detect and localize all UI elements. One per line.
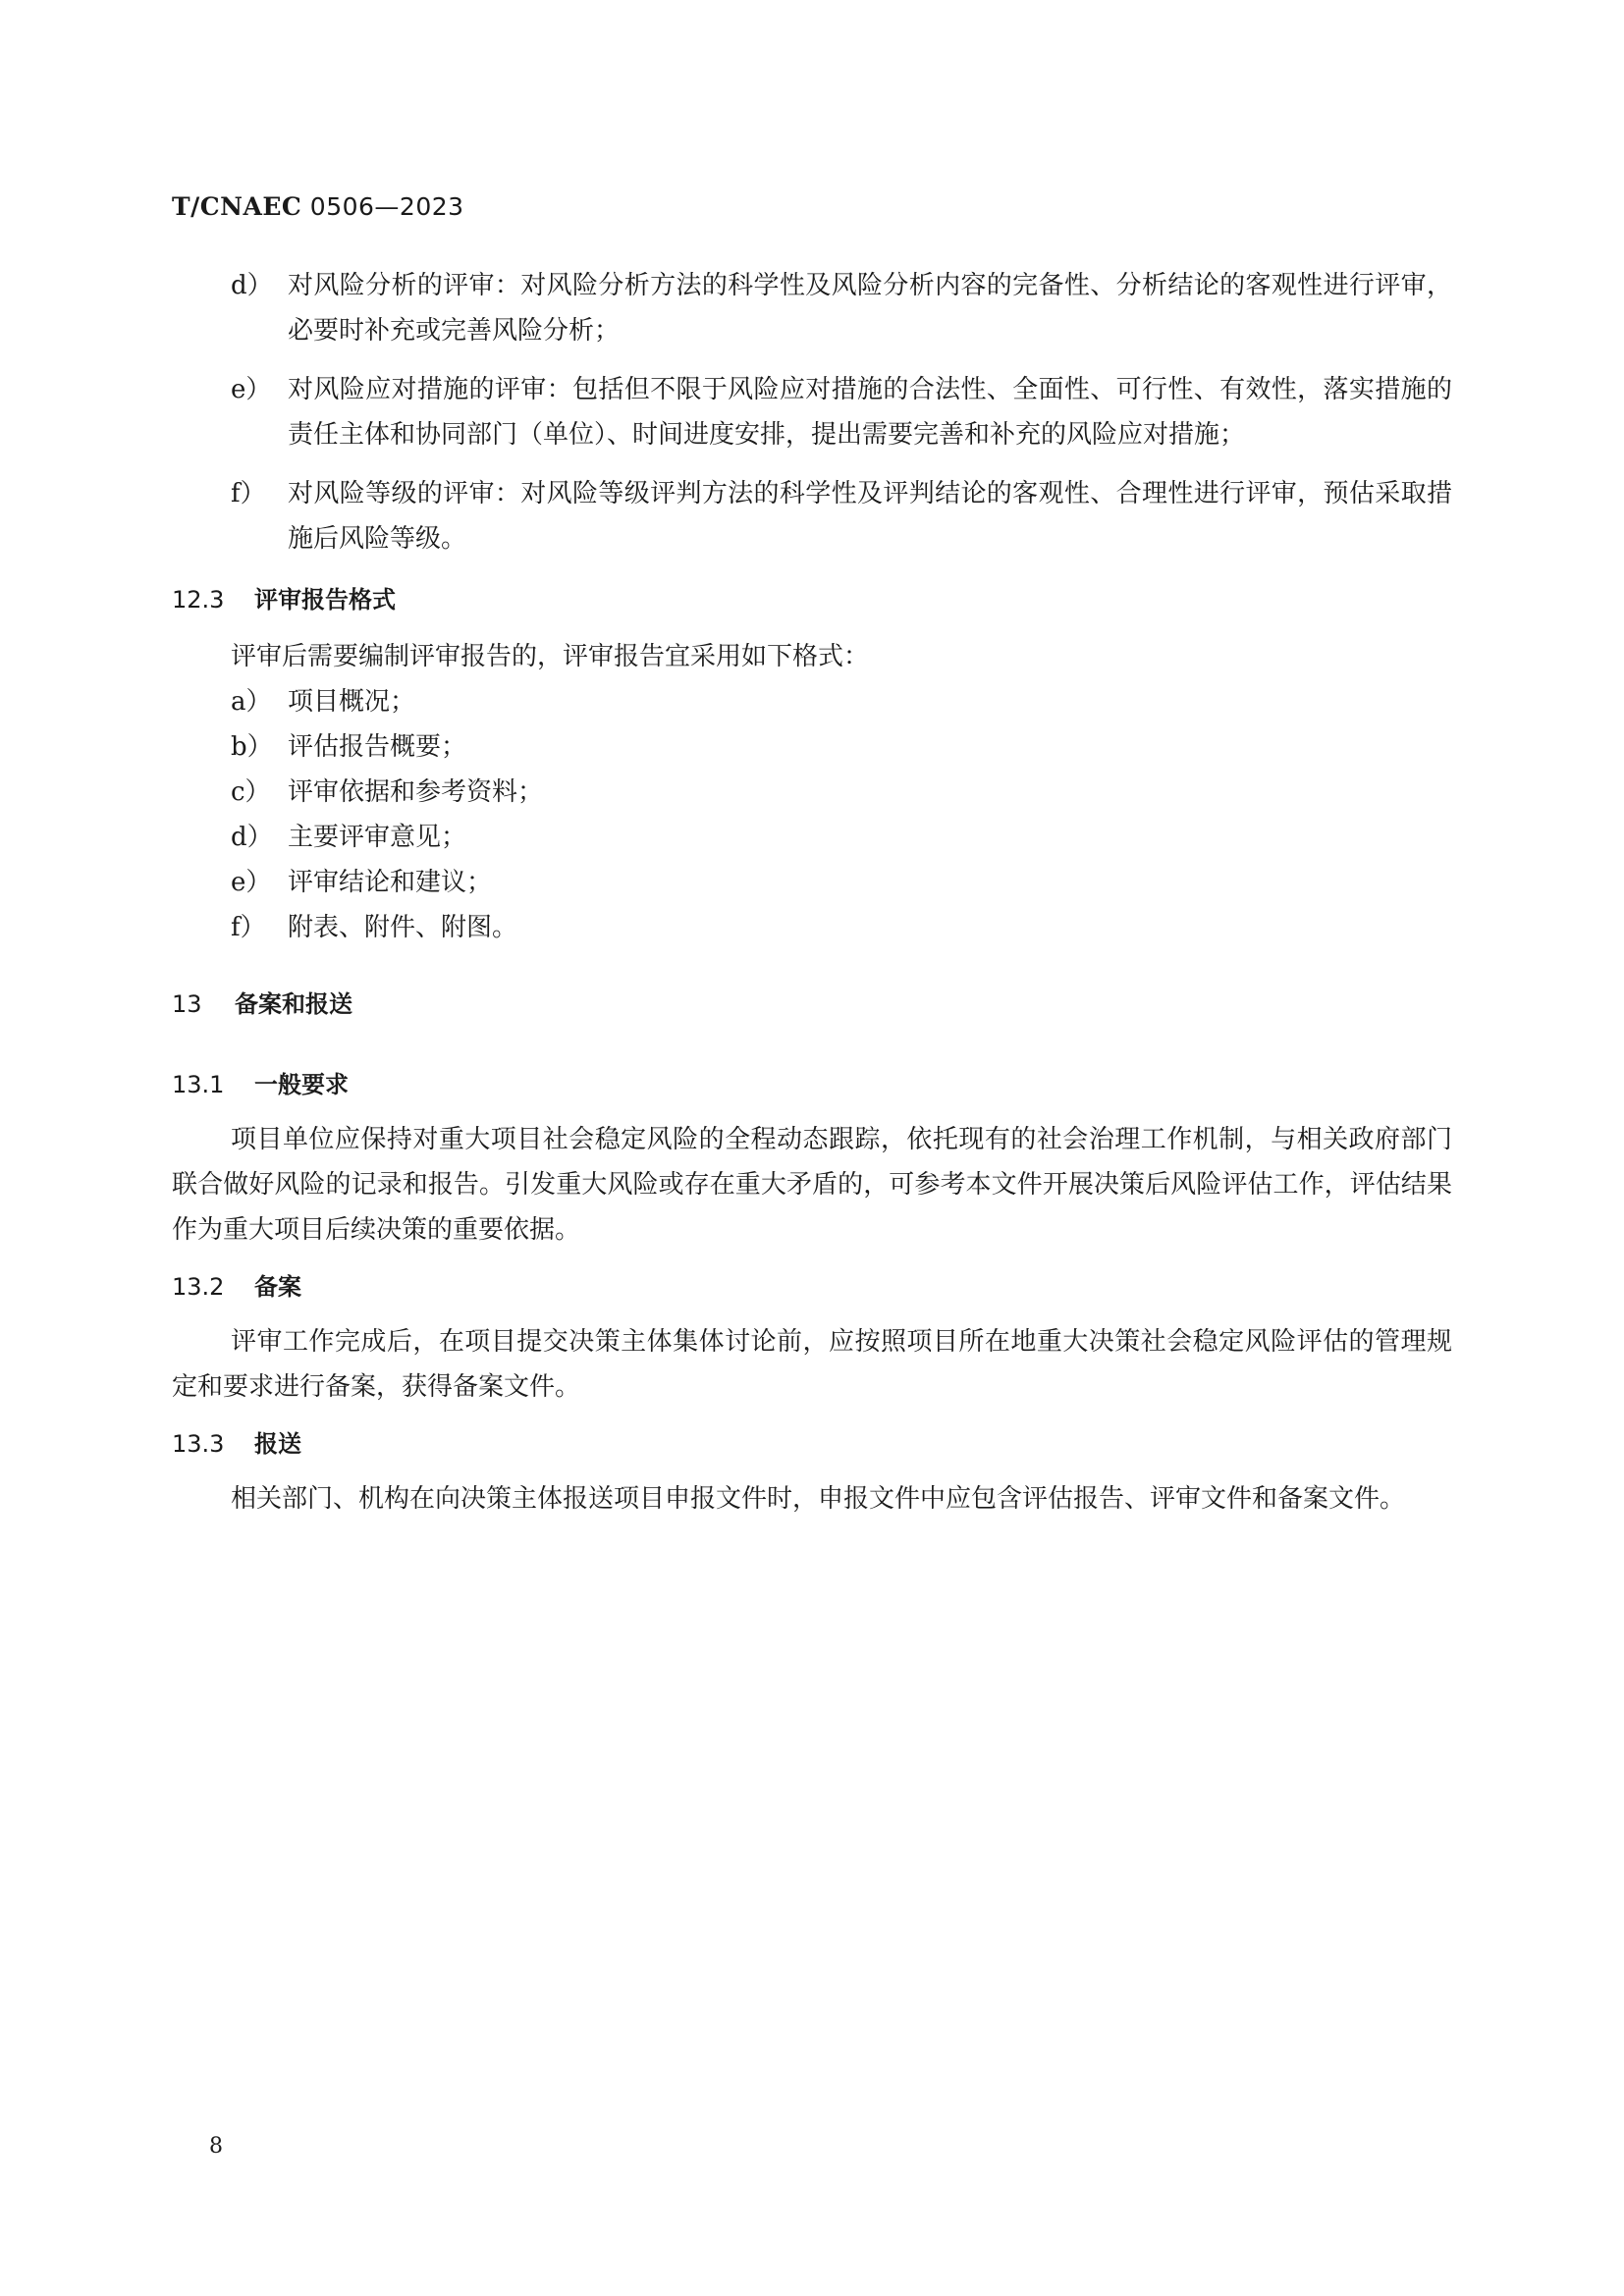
list-item: [172, 905, 1452, 950]
section-intro: 评审后需要编制评审报告的，评审报告宜采用如下格式：: [231, 642, 870, 671]
page-number: 8: [209, 2134, 223, 2159]
list-item: [172, 770, 1452, 815]
list-text: 对风险应对措施的评审：包括但不限于风险应对措施的合法性、全面性、可行性、有效性，落实措施的责任主体和协同部门（单位）、时间进度安排，提出需要完善和补充的风险应对措施；: [288, 375, 1452, 450]
standard-code: 0506—2023: [309, 192, 464, 221]
section-title: 备案: [254, 1273, 301, 1301]
list-marker: b）: [231, 732, 273, 762]
list-marker: f）: [231, 913, 266, 942]
list-text: 项目概况；: [288, 687, 416, 717]
list-marker: d）: [231, 271, 273, 300]
list-item: [172, 815, 1452, 860]
list-marker: e）: [231, 868, 272, 897]
document-identifier: [172, 192, 464, 221]
section-title: 报送: [254, 1430, 301, 1458]
section-title: 一般要求: [254, 1071, 349, 1098]
list-marker: e）: [231, 375, 272, 404]
list-text: 对风险分析的评审：对风险分析方法的科学性及风险分析内容的完备性、分析结论的客观性进行评审，必要时补充或完善风险分析；: [288, 271, 1452, 346]
list-item: [172, 679, 1452, 724]
section-heading-13-3: [172, 1427, 1452, 1461]
section-heading-12-3: [172, 583, 1452, 616]
section-number: 13.1: [172, 1071, 225, 1098]
list-text: 对风险等级的评审：对风险等级评判方法的科学性及评判结论的客观性、合理性进行评审，预估采取措施后风险等级。: [288, 479, 1452, 554]
section-number: 13.2: [172, 1273, 225, 1301]
section-title: 评审报告格式: [254, 586, 396, 614]
list-marker: f）: [231, 479, 266, 508]
standard-prefix: T/CNAEC: [172, 192, 302, 221]
section-title: 备案和报送: [235, 990, 352, 1018]
section-heading-13-2: [172, 1270, 1452, 1304]
page-content: [172, 263, 1452, 1522]
section-heading-13: [172, 988, 1452, 1021]
list-text: 评审结论和建议；: [288, 868, 493, 897]
section-number: 13.3: [172, 1430, 225, 1458]
list-item: [172, 471, 1452, 561]
list-text: 主要评审意见；: [288, 823, 467, 852]
section-heading-13-1: [172, 1068, 1452, 1101]
list-text: 评审依据和参考资料；: [288, 777, 544, 807]
section-body: 相关部门、机构在向决策主体报送项目申报文件时，申报文件中应包含评估报告、评审文件和备案文件。: [231, 1484, 1406, 1514]
list-item: [172, 263, 1452, 353]
list-item: [172, 724, 1452, 770]
list-item: [172, 860, 1452, 905]
section-body: 项目单位应保持对重大项目社会稳定风险的全程动态跟踪，依托现有的社会治理工作机制，与相关政府部门联合做好风险的记录和报告。引发重大风险或存在重大矛盾的，可参考本文件开展决策后风险评估工作，评估结果作为重大项目后续决策的重要依据。: [172, 1125, 1452, 1245]
list-item: [172, 367, 1452, 457]
list-text: 附表、附件、附图。: [288, 913, 518, 942]
list-text: 评估报告概要；: [288, 732, 467, 762]
list-marker: a）: [231, 687, 272, 717]
section-number: 12.3: [172, 586, 225, 614]
list-marker: d）: [231, 823, 273, 852]
list-marker: c）: [231, 777, 271, 807]
section-number: 13: [172, 990, 202, 1018]
section-body: 评审工作完成后，在项目提交决策主体集体讨论前，应按照项目所在地重大决策社会稳定风险评估的管理规定和要求进行备案，获得备案文件。: [172, 1327, 1452, 1402]
